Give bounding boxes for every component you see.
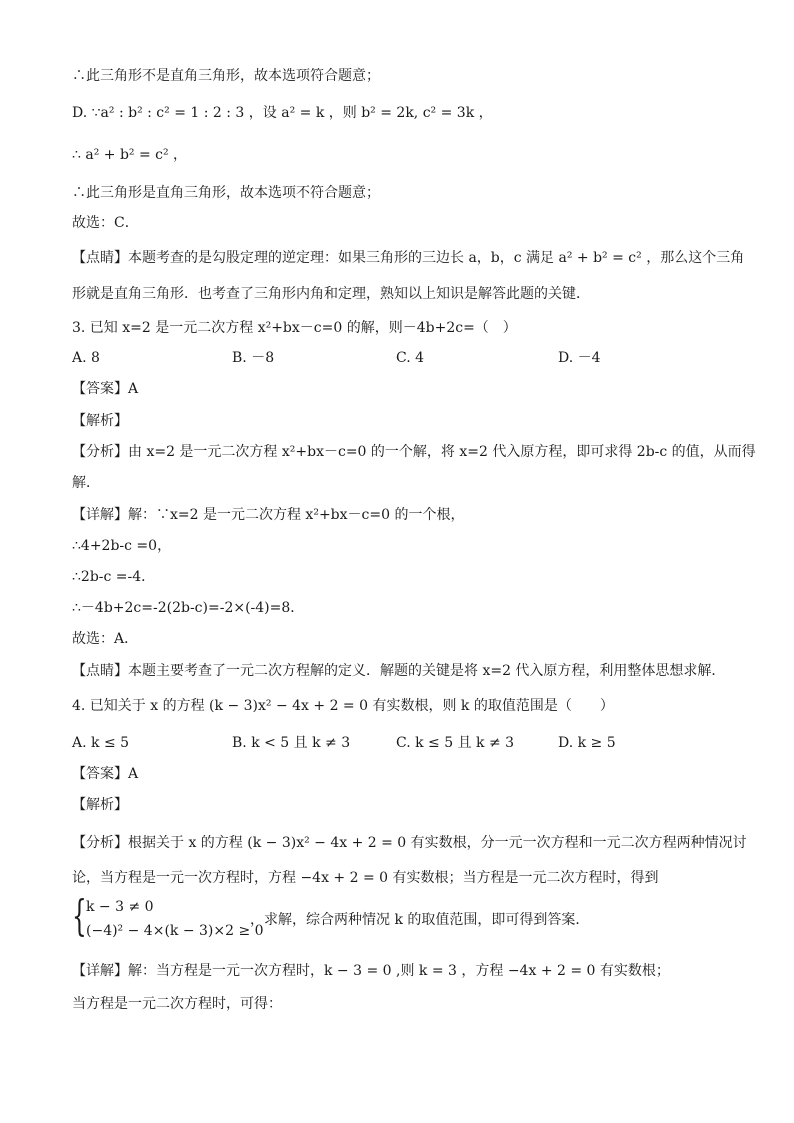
q4-fenxi-line-2: 论，当方程是一元一次方程时，方程 −4x + 2 = 0 有实数根；当方程是一元二次方程时，得到 xyxy=(72,870,659,886)
q3-option-a: A. 8 xyxy=(72,350,100,366)
solution-line-1: ∴此三角形不是直角三角形，故本选项符合题意； xyxy=(72,68,380,84)
q3-option-c: C. 4 xyxy=(396,350,425,366)
q4-xiangjie-line-2: 当方程是一元二次方程时，可得： xyxy=(72,996,282,1012)
choice-line-c: 故选：C． xyxy=(72,215,139,231)
q4-analysis-tag: 【解析】 xyxy=(72,797,128,813)
q4-system-tail: ，求解，综合两种情况 k 的取值范围，即可得到答案． xyxy=(250,912,590,928)
q3-answer: 【答案】A xyxy=(72,381,139,397)
q4-option-d: D. k ≥ 5 xyxy=(558,735,616,751)
q3-xiangjie-line-4: ∴－4b+2c=-2(2b-c)=-2×(-4)=8． xyxy=(72,600,305,616)
q4-option-b: B. k < 5 且 k ≠ 3 xyxy=(232,735,351,751)
q3-xiangjie-line-2: ∴4+2b-c =0， xyxy=(72,538,172,554)
q4-xiangjie-line-1: 【详解】解：当方程是一元一次方程时，k − 3 = 0 ,则 k = 3 ，方程 −4x + 2 = 0 有实数根； xyxy=(72,963,670,979)
solution-line-sum: ∴ a² + b² = c² ， xyxy=(72,147,188,163)
q4-system-row-1: k − 3 ≠ 0 xyxy=(86,899,154,915)
solution-line-conclusion: ∴此三角形是直角三角形，故本选项不符合题意； xyxy=(72,185,380,201)
q3-xiangjie-line-1: 【详解】解：∵x=2 是一元二次方程 x²+bx－c=0 的一个根， xyxy=(72,507,465,523)
q3-choice: 故选：A． xyxy=(72,631,139,647)
q4-fenxi-line-1: 【分析】根据关于 x 的方程 (k − 3)x² − 4x + 2 = 0 有实数根，分一元一次方程和一元二次方程两种情况讨 xyxy=(72,835,747,851)
q4-option-a: A. k ≤ 5 xyxy=(72,735,130,751)
dianjing-line-1: 【点睛】本题考查的是勾股定理的逆定理：如果三角形的三边长 a，b，c 满足 a² + b² = c² ，那么这个三角 xyxy=(72,250,745,266)
q3-dianjing: 【点睛】本题主要考查了一元二次方程解的定义．解题的关键是将 x=2 代入原方程，利用整体思想求解． xyxy=(72,663,726,679)
question-4-stem: 4. 已知关于 x 的方程 (k − 3)x² − 4x + 2 = 0 有实数根，则 k 的取值范围是（ ） xyxy=(72,698,614,714)
q4-option-c: C. k ≤ 5 且 k ≠ 3 xyxy=(396,735,515,751)
q3-fenxi-line-1: 【分析】由 x=2 是一元二次方程 x²+bx－c=0 的一个解，将 x=2 代入原方程，即可求得 2b-c 的值，从而得 xyxy=(72,444,756,460)
q3-option-b: B. －8 xyxy=(232,350,275,366)
dianjing-line-2: 形就是直角三角形．也考查了三角形内角和定理，熟知以上知识是解答此题的关键． xyxy=(72,286,590,302)
q4-inequality-system xyxy=(72,891,592,943)
solution-line-d: D. ∵a² : b² : c² = 1 : 2 : 3 ，设 a² = k ，则 b² = 2k, c² = 3k ， xyxy=(72,105,493,121)
q3-xiangjie-line-3: ∴2b-c =-4． xyxy=(72,569,156,585)
question-3-stem: 3. 已知 x=2 是一元二次方程 x²+bx－c=0 的解，则－4b+2c=（ ） xyxy=(72,320,517,336)
q3-analysis-tag: 【解析】 xyxy=(72,413,128,429)
q3-fenxi-line-2: 解． xyxy=(72,475,100,491)
q4-system-row-2: (−4)² − 4×(k − 3)×2 ≥ 0 xyxy=(86,923,264,939)
q3-option-d: D. －4 xyxy=(558,350,601,366)
q4-answer: 【答案】A xyxy=(72,766,139,782)
left-brace-icon: { xyxy=(72,891,87,940)
